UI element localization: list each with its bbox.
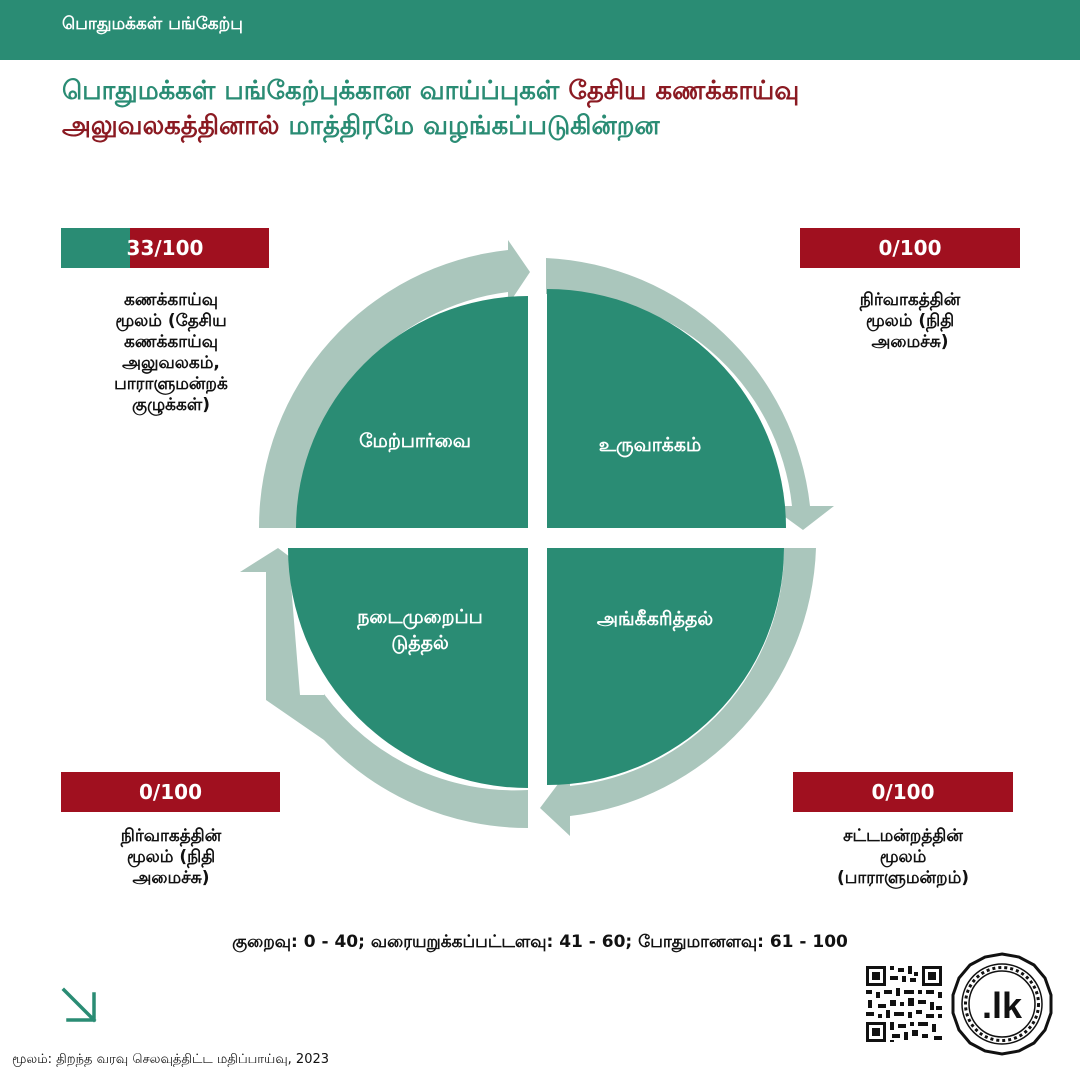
qr-code-icon[interactable]: [864, 964, 944, 1044]
quadrant-bottom-left: [288, 548, 528, 788]
quadrant-bottom-right: [547, 548, 784, 785]
caption-line: அமைச்சு): [871, 332, 949, 352]
quadrant-label-approval: அங்கீகரித்தல்: [596, 608, 714, 630]
score-value-oversight: 33/100: [126, 236, 204, 260]
caption-line: (பாராளுமன்றம்): [836, 868, 970, 888]
title-part-2: மாத்திரமே வழங்கப்படுகின்றன: [279, 111, 660, 141]
score-bar-oversight: [61, 228, 269, 268]
quadrant-label-oversight: மேற்பார்வை: [359, 430, 471, 452]
caption-line: நிர்வாகத்தின்: [859, 290, 961, 310]
score-value-approval: 0/100: [871, 780, 935, 804]
score-legend: குறைவு: 0 - 40; வரையறுக்கப்பட்டளவு: 41 - 60; போதுமானளவு: 61 - 100: [232, 932, 848, 952]
caption-line: மூலம் (தேசிய: [115, 311, 227, 331]
title-part-1: பொதுமக்கள் பங்கேற்புக்கான வாய்ப்புகள்: [62, 76, 569, 106]
caption-line: கணக்காய்வு: [124, 290, 218, 310]
score-bar-implementation: [61, 772, 280, 812]
implementation-line-2: டுத்தல்: [391, 632, 449, 654]
caption-line: மூலம் (நிதி: [865, 311, 955, 331]
caption-formulation: [800, 290, 1020, 353]
caption-approval: [793, 826, 1013, 889]
caption-implementation: [61, 826, 281, 889]
caption-line: அலுவலகம்,: [122, 353, 220, 373]
score-bar-approval: [793, 772, 1013, 812]
caption-line: கணக்காய்வு: [124, 332, 218, 352]
cycle-ring: [240, 240, 834, 836]
implementation-line-1: நடைமுறைப்ப: [357, 606, 483, 628]
caption-line: மூலம்: [879, 847, 927, 867]
diagonal-arrow-icon: [58, 984, 100, 1026]
quadrant-top-left: [296, 296, 528, 528]
source-note: மூலம்: திறந்த வரவு செலவுத்திட்ட மதிப்பாய்வு, 2023: [12, 1052, 330, 1067]
quadrant-top-right: [547, 289, 786, 528]
lk-seal-logo: [950, 952, 1054, 1056]
caption-line: பாராளுமன்றக்: [114, 374, 228, 394]
seal-text: .lk: [981, 985, 1023, 1026]
caption-line: சட்டமன்றத்தின்: [843, 826, 963, 846]
caption-line: அமைச்சு): [132, 868, 210, 888]
score-bar-formulation: [800, 228, 1020, 268]
caption-line: நிர்வாகத்தின்: [120, 826, 222, 846]
quadrant-label-implementation: [320, 604, 520, 656]
caption-line: குழுக்கள்): [131, 395, 211, 415]
score-value-implementation: 0/100: [139, 780, 202, 804]
score-value-formulation: 0/100: [878, 236, 942, 260]
quadrant-label-formulation: உருவாக்கம்: [598, 434, 702, 456]
caption-oversight: [61, 290, 281, 416]
score-fill-oversight: [61, 228, 130, 268]
title-highlight: தேசிய கணக்காய்வு அலுவலகத்தினால்: [62, 76, 800, 141]
caption-line: மூலம் (நிதி: [126, 847, 216, 867]
header-label: பொதுமக்கள் பங்கேற்பு: [62, 14, 243, 34]
